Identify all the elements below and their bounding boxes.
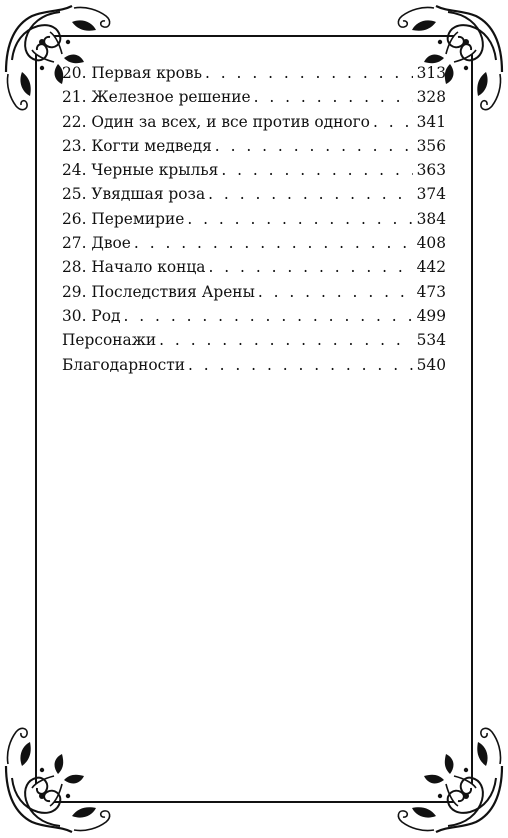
toc-dot-leader bbox=[205, 61, 413, 85]
toc-entry[interactable] bbox=[62, 328, 446, 352]
toc-entry-page: 473 bbox=[416, 282, 446, 301]
toc-entry-title: 25. Увядшая роза bbox=[62, 185, 206, 204]
toc-dot-leader bbox=[123, 304, 412, 328]
toc-entry-title: 29. Последствия Арены bbox=[62, 282, 255, 301]
toc-entry-title: Персонажи bbox=[62, 331, 157, 350]
toc-dot-leader bbox=[221, 158, 412, 182]
toc-entry[interactable] bbox=[62, 231, 446, 255]
toc-dot-leader bbox=[159, 328, 412, 352]
toc-dot-leader bbox=[188, 353, 413, 377]
toc-entry[interactable] bbox=[62, 255, 446, 279]
toc-entry-page: 341 bbox=[416, 112, 446, 131]
toc-entry-title: Благодарности bbox=[62, 355, 186, 374]
toc-dot-leader bbox=[254, 85, 413, 109]
toc-entry-title: 21. Железное решение bbox=[62, 88, 251, 107]
toc-entry[interactable] bbox=[62, 304, 446, 328]
toc-entry[interactable] bbox=[62, 134, 446, 158]
toc-entry[interactable] bbox=[62, 110, 446, 134]
toc-entry-page: 442 bbox=[416, 258, 446, 277]
toc-entry[interactable] bbox=[62, 207, 446, 231]
toc-dot-leader bbox=[215, 134, 413, 158]
toc-entry-page: 328 bbox=[416, 88, 446, 107]
toc-entry[interactable] bbox=[62, 182, 446, 206]
toc-entry-page: 540 bbox=[416, 355, 446, 374]
toc-entry[interactable] bbox=[62, 85, 446, 109]
toc-entry-title: 30. Род bbox=[62, 306, 121, 325]
toc-entry-title: 23. Когти медведя bbox=[62, 136, 212, 155]
toc-entry-title: 26. Перемирие bbox=[62, 209, 185, 228]
toc-entry-title: 27. Двое bbox=[62, 234, 131, 253]
toc-dot-leader bbox=[258, 280, 413, 304]
toc-entry-page: 313 bbox=[416, 64, 446, 82]
ornamental-corner-icon bbox=[6, 728, 110, 832]
toc-entry-page: 356 bbox=[416, 136, 446, 155]
toc-entry-page: 374 bbox=[416, 185, 446, 204]
toc-entry-title: 24. Черные крылья bbox=[62, 161, 219, 180]
toc-dot-leader bbox=[208, 182, 412, 206]
toc-entry[interactable] bbox=[62, 158, 446, 182]
toc-entry-title: 28. Начало конца bbox=[62, 258, 206, 277]
toc-entry-title: 22. Один за всех, и все против одного bbox=[62, 112, 370, 131]
table-of-contents bbox=[62, 61, 446, 377]
toc-entry-page: 384 bbox=[416, 209, 446, 228]
toc-entry-page: 534 bbox=[416, 331, 446, 350]
toc-entry[interactable] bbox=[62, 61, 446, 85]
toc-dot-leader bbox=[187, 207, 412, 231]
toc-dot-leader bbox=[208, 255, 412, 279]
ornamental-corner-icon bbox=[398, 728, 502, 832]
toc-entry-page: 499 bbox=[416, 306, 446, 325]
toc-entry[interactable] bbox=[62, 280, 446, 304]
toc-entry-page: 363 bbox=[416, 161, 446, 180]
toc-entry-page: 408 bbox=[416, 234, 446, 253]
toc-dot-leader bbox=[134, 231, 413, 255]
toc-dot-leader bbox=[373, 110, 413, 134]
toc-entry[interactable] bbox=[62, 353, 446, 377]
toc-entry-title: 20. Первая кровь bbox=[62, 64, 202, 82]
